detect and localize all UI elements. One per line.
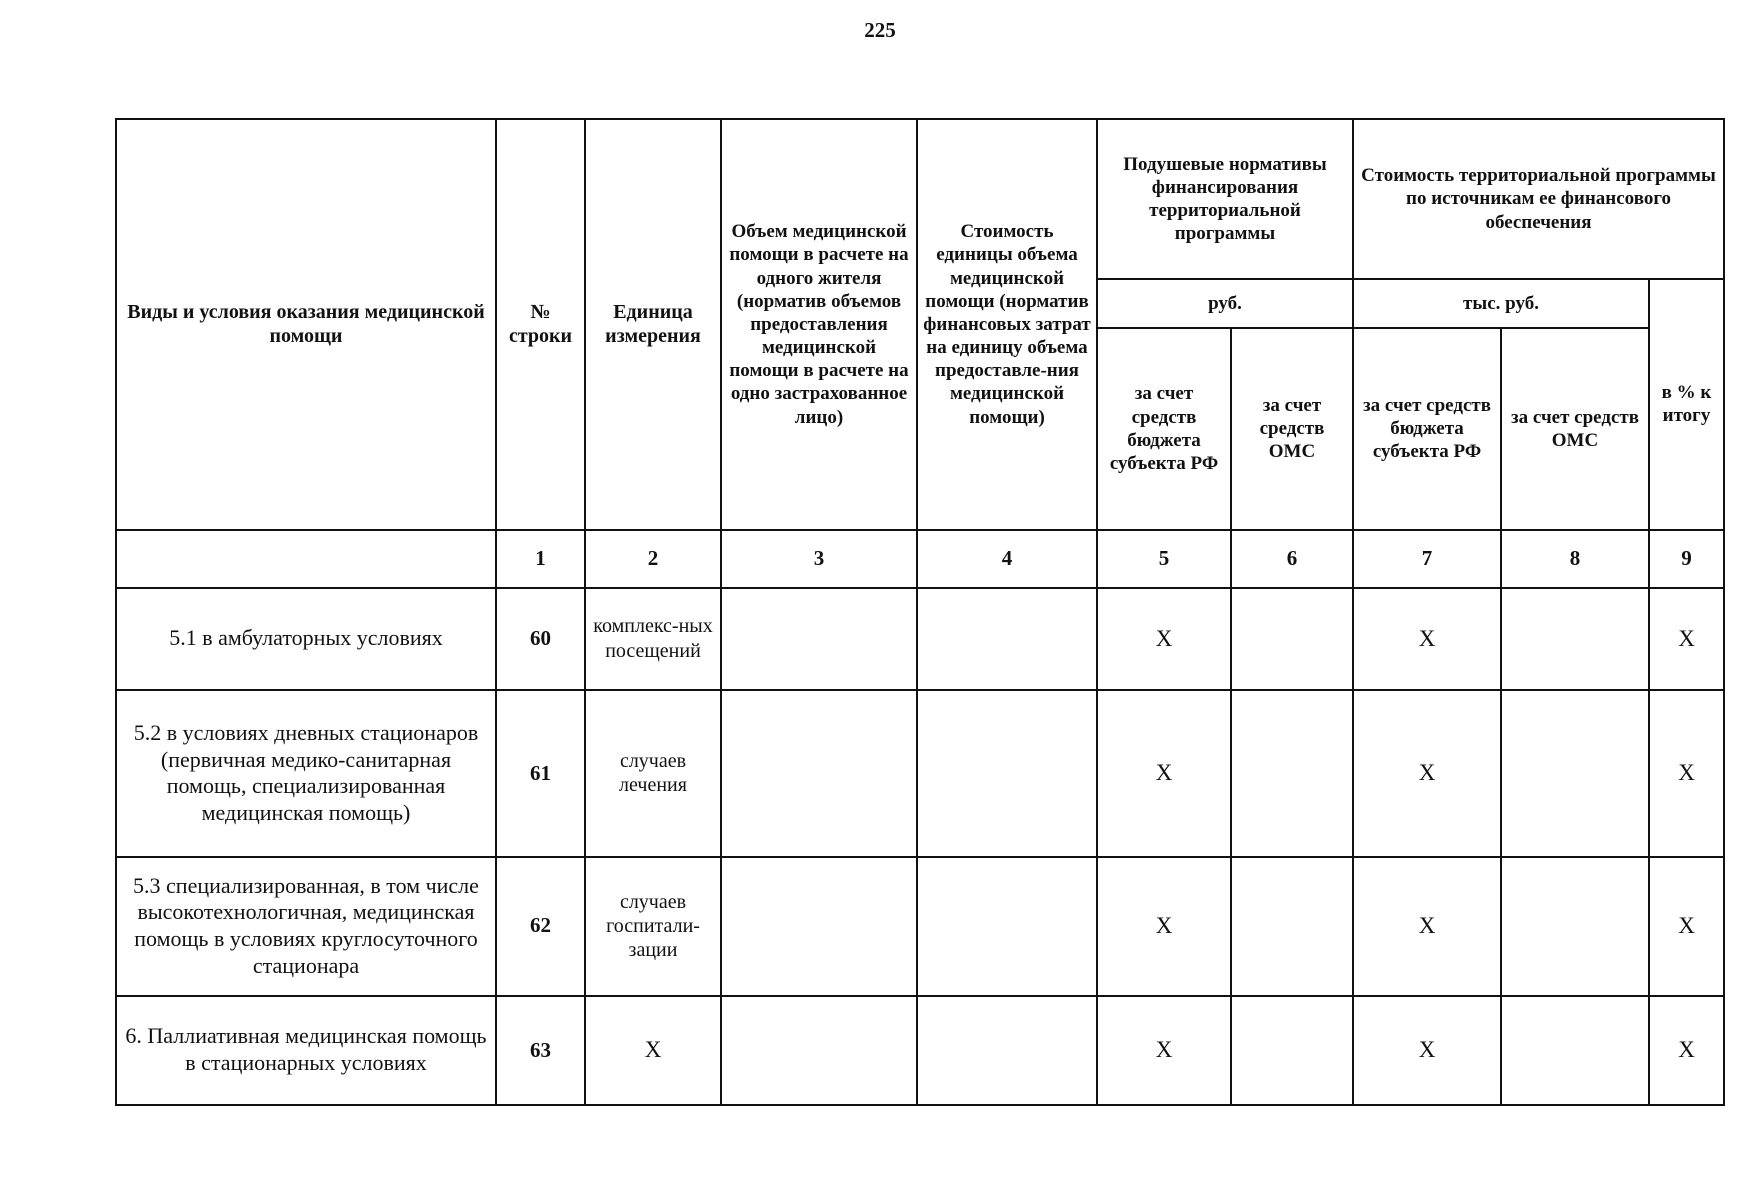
- column-number: 7: [1353, 530, 1501, 588]
- cell-col8: [1501, 857, 1649, 996]
- cell-col4: [917, 588, 1097, 690]
- table-row: [116, 588, 1724, 690]
- cell-col8: [1501, 690, 1649, 857]
- unit: комплекс-ных посещений: [585, 588, 721, 690]
- header-rub: руб.: [1097, 279, 1353, 328]
- column-number-blank: [116, 530, 496, 588]
- cell-col4: [917, 857, 1097, 996]
- column-number: 4: [917, 530, 1097, 588]
- cell-col8: [1501, 996, 1649, 1105]
- header-budget-rub: за счет средств бюджета субъекта РФ: [1097, 328, 1231, 530]
- column-number: 8: [1501, 530, 1649, 588]
- header-types: Виды и условия оказания медицинской помощи: [116, 119, 496, 530]
- header-oms-thousand: за счет средств ОМС: [1501, 328, 1649, 530]
- cell-col7: X: [1353, 690, 1501, 857]
- row-number: 61: [496, 690, 585, 857]
- cell-col7: X: [1353, 588, 1501, 690]
- cell-col9: X: [1649, 996, 1724, 1105]
- column-number: 2: [585, 530, 721, 588]
- header-per-capita: Подушевые нормативы финансирования территориальной программы: [1097, 119, 1353, 279]
- cell-col6: [1231, 690, 1353, 857]
- cell-col6: [1231, 588, 1353, 690]
- header-percent-of-total: в % к итогу: [1649, 279, 1724, 530]
- cell-col3: [721, 996, 917, 1105]
- cell-col4: [917, 996, 1097, 1105]
- column-number: 5: [1097, 530, 1231, 588]
- cell-col9: X: [1649, 588, 1724, 690]
- cell-col6: [1231, 996, 1353, 1105]
- header-unit-cost: Стоимость единицы объема медицинской помощи (норматив финансовых затрат на единицу объема предоставле-ния медицинской помощи): [917, 119, 1097, 530]
- cell-col7: X: [1353, 857, 1501, 996]
- cell-col6: [1231, 857, 1353, 996]
- header-oms-rub: за счет средств ОМС: [1231, 328, 1353, 530]
- row-number: 63: [496, 996, 585, 1105]
- header-unit: Единица измерения: [585, 119, 721, 530]
- cell-col5: X: [1097, 690, 1231, 857]
- cell-col7: X: [1353, 996, 1501, 1105]
- column-number-row: [116, 530, 1724, 588]
- page-number: 225: [864, 18, 896, 42]
- unit: случаев госпитали-зации: [585, 857, 721, 996]
- row-number: 62: [496, 857, 585, 996]
- care-type: 5.1 в амбулаторных условиях: [116, 588, 496, 690]
- cell-col3: [721, 690, 917, 857]
- header-program-cost: Стоимость территориальной программы по источникам ее финансового обеспечения: [1353, 119, 1724, 279]
- care-type: 6. Паллиативная медицинская помощь в стационарных условиях: [116, 996, 496, 1105]
- table-row: [116, 996, 1724, 1105]
- column-number: 3: [721, 530, 917, 588]
- care-type: 5.3 специализированная, в том числе высокотехнологичная, медицинская помощь в условиях круглосуточного стационара: [116, 857, 496, 996]
- unit: X: [585, 996, 721, 1105]
- row-number: 60: [496, 588, 585, 690]
- column-number: 1: [496, 530, 585, 588]
- column-number: 9: [1649, 530, 1724, 588]
- cell-col5: X: [1097, 588, 1231, 690]
- header-row-number: № строки: [496, 119, 585, 530]
- header-thousand-rub: тыс. руб.: [1353, 279, 1649, 328]
- care-type: 5.2 в условиях дневных стационаров (первичная медико-санитарная помощь, специализированная медицинская помощь): [116, 690, 496, 857]
- header-budget-thousand: за счет средств бюджета субъекта РФ: [1353, 328, 1501, 530]
- cell-col5: X: [1097, 857, 1231, 996]
- cell-col5: X: [1097, 996, 1231, 1105]
- cell-col4: [917, 690, 1097, 857]
- medical-care-table: [115, 118, 1725, 1106]
- header-volume: Объем медицинской помощи в расчете на одного жителя (норматив объемов предоставления медицинской помощи в расчете на одно застрахованное лицо): [721, 119, 917, 530]
- cell-col3: [721, 857, 917, 996]
- cell-col3: [721, 588, 917, 690]
- cell-col9: X: [1649, 857, 1724, 996]
- column-number: 6: [1231, 530, 1353, 588]
- table-row: [116, 690, 1724, 857]
- table-row: [116, 857, 1724, 996]
- cell-col8: [1501, 588, 1649, 690]
- cell-col9: X: [1649, 690, 1724, 857]
- unit: случаев лечения: [585, 690, 721, 857]
